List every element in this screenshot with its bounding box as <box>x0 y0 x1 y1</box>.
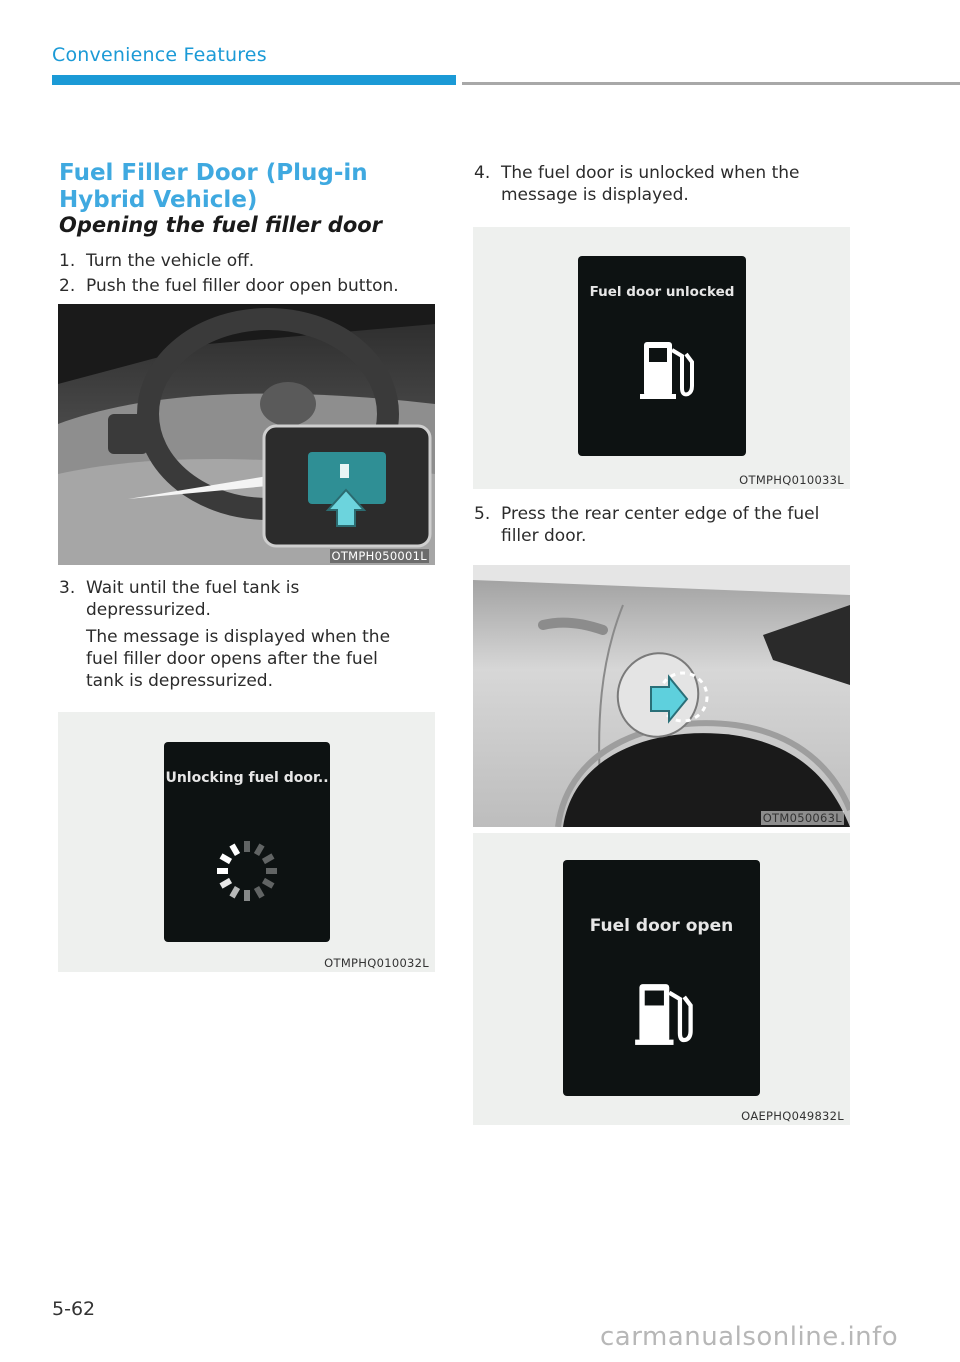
step-note: fuel filler door opens after the fuel <box>86 649 378 669</box>
fuel-pump-icon <box>635 982 695 1046</box>
figure-caption: OAEPHQ049832L <box>741 1109 844 1123</box>
header-rule-accent <box>52 75 456 85</box>
dashboard-illustration <box>58 304 435 565</box>
step-text: depressurized. <box>86 600 211 620</box>
step-number: 3. <box>59 578 76 598</box>
page-number: 5-62 <box>52 1298 96 1320</box>
figure-caption: OTMPHQ010033L <box>739 473 844 487</box>
step-text: message is displayed. <box>501 185 689 205</box>
step-1 <box>59 250 439 272</box>
figure-caption: OTM050063L <box>762 811 842 825</box>
loading-spinner-icon <box>214 838 280 904</box>
cluster-display <box>164 742 330 942</box>
step-2 <box>59 275 439 297</box>
cluster-display <box>563 860 760 1096</box>
step-text: The fuel door is unlocked when the <box>501 163 800 183</box>
step-note: tank is depressurized. <box>86 671 273 691</box>
figure-dashboard <box>58 304 435 565</box>
section-title: Fuel Filler Door (Plug-in Hybrid Vehicle) <box>59 160 368 213</box>
figure-unlocked-screen <box>473 227 850 489</box>
step-text: Push the fuel filler door open button. <box>86 276 399 296</box>
cluster-display <box>578 256 746 456</box>
step-3 <box>59 577 439 691</box>
step-text: Press the rear center edge of the fuel <box>501 504 820 524</box>
step-note: The message is displayed when the <box>86 627 391 647</box>
figure-unlocking-screen <box>58 712 435 972</box>
display-message: Unlocking fuel door.. <box>165 770 329 786</box>
figure-caption: OTMPHQ010032L <box>324 956 429 970</box>
step-text: Wait until the fuel tank is <box>86 578 300 598</box>
display-message: Fuel door unlocked <box>589 284 735 300</box>
step-text: Turn the vehicle off. <box>86 251 255 271</box>
section-header: Convenience Features <box>52 44 267 66</box>
step-4 <box>474 162 874 206</box>
car-side-illustration <box>473 565 850 827</box>
step-number: 5. <box>474 504 491 524</box>
fuel-pump-icon <box>640 340 696 400</box>
step-5 <box>474 503 874 547</box>
watermark: carmanualsonline.info <box>600 1322 899 1352</box>
header-rule <box>462 82 960 85</box>
subsection-title: Opening the fuel filler door <box>59 213 383 237</box>
figure-caption: OTMPH050001L <box>331 549 427 563</box>
step-text: filler door. <box>501 526 587 546</box>
step-number: 2. <box>59 276 76 296</box>
step-number: 1. <box>59 251 76 271</box>
figure-fuel-door-car <box>473 565 850 827</box>
figure-open-screen <box>473 833 850 1125</box>
step-number: 4. <box>474 163 491 183</box>
display-message: Fuel door open <box>589 916 734 936</box>
